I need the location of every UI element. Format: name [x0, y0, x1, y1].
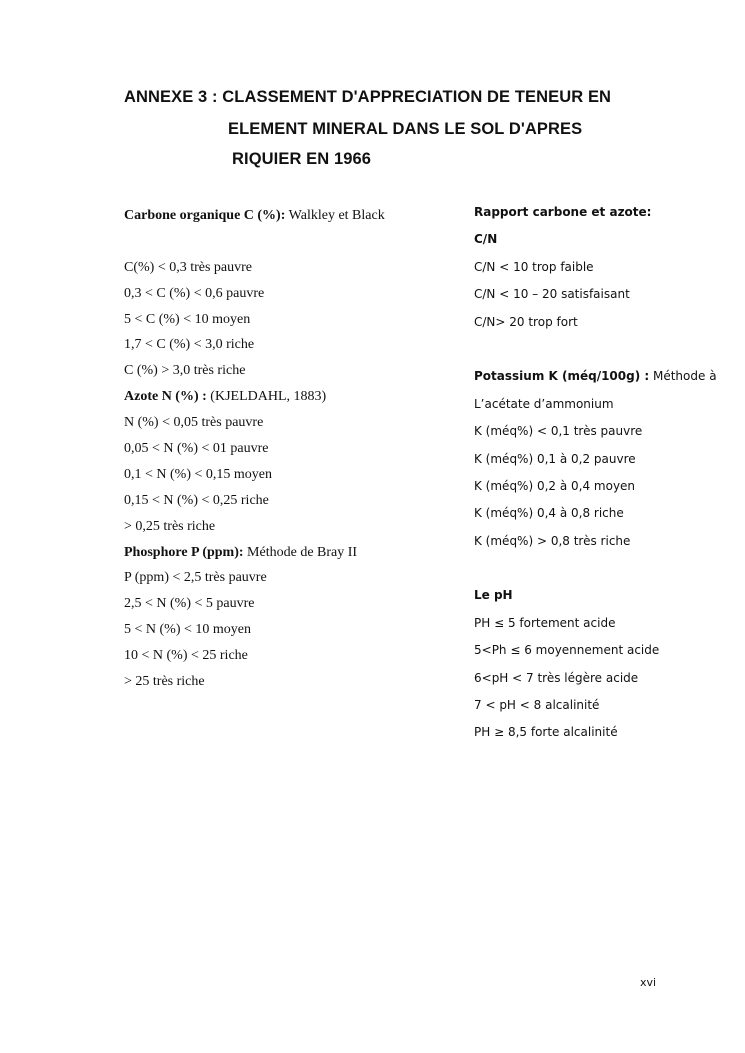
azote-item: 0,05 < N (%) < 01 pauvre [124, 441, 269, 457]
potassium-method: Méthode à [649, 369, 717, 384]
cn-item: C/N < 10 trop faible [474, 259, 594, 274]
ph-heading: Le pH [474, 588, 513, 603]
potassium-heading: Potassium K (méq/100g) : [474, 369, 650, 384]
phosphore-item: 5 < N (%) < 10 moyen [124, 622, 251, 638]
potassium-item: K (méq%) > 0,8 très riche [474, 533, 631, 548]
title-line-1: ANNEXE 3 : CLASSEMENT D'APPRECIATION DE TENEUR EN [124, 88, 612, 106]
carbone-item: C(%) < 0,3 très pauvre [124, 259, 253, 275]
phosphore-heading: Phosphore P (ppm): [124, 544, 244, 560]
azote-item: 0,1 < N (%) < 0,15 moyen [124, 466, 272, 482]
ph-item: 6<pH < 7 très légère acide [474, 670, 639, 685]
phosphore-item: 10 < N (%) < 25 riche [124, 648, 248, 664]
azote-heading: Azote N (%) : [124, 389, 207, 405]
carbone-item: 1,7 < C (%) < 3,0 riche [124, 337, 255, 353]
spacer [474, 336, 734, 363]
ph-item: PH ≤ 5 fortement acide [474, 615, 616, 630]
phosphore-heading-line [124, 540, 454, 566]
title-line-3: RIQUIER EN 1966 [232, 150, 372, 168]
cn-item: C/N < 10 – 20 satisfaisant [474, 287, 630, 302]
title-line-2: ELEMENT MINERAL DANS LE SOL D'APRES [228, 120, 583, 138]
phosphore-item: 2,5 < N (%) < 5 pauvre [124, 596, 255, 612]
azote-method: (KJELDAHL, 1883) [206, 389, 327, 405]
cn-subheading: C/N [474, 232, 498, 247]
potassium-method-cont: L’acétate d’ammonium [474, 396, 614, 411]
phosphore-item: P (ppm) < 2,5 très pauvre [124, 570, 267, 586]
ph-item: 7 < pH < 8 alcalinité [474, 698, 600, 713]
potassium-heading-line [474, 363, 734, 390]
carbone-item: 0,3 < C (%) < 0,6 pauvre [124, 285, 265, 301]
azote-item: > 0,25 très riche [124, 518, 216, 534]
ph-item: PH ≥ 8,5 forte alcalinité [474, 725, 618, 740]
carbone-item: C (%) > 3,0 très riche [124, 363, 246, 379]
spacer [124, 229, 454, 255]
right-column [474, 199, 734, 747]
potassium-item: K (méq%) 0,1 à 0,2 pauvre [474, 451, 636, 466]
azote-heading-line [124, 384, 454, 410]
carbone-heading: Carbone organique C (%): [124, 208, 286, 223]
left-column [124, 203, 454, 695]
potassium-item: K (méq%) 0,2 à 0,4 moyen [474, 478, 636, 493]
spacer [474, 555, 734, 582]
ph-item: 5<Ph ≤ 6 moyennement acide [474, 643, 660, 658]
azote-item: 0,15 < N (%) < 0,25 riche [124, 492, 269, 508]
carbone-item: 5 < C (%) < 10 moyen [124, 311, 251, 327]
carbone-heading-line [124, 203, 454, 229]
cn-heading: Rapport carbone et azote: [474, 205, 652, 219]
page-number: xvi [640, 976, 657, 989]
phosphore-item: > 25 très riche [124, 674, 205, 690]
cn-item: C/N> 20 trop fort [474, 314, 578, 329]
azote-item: N (%) < 0,05 très pauvre [124, 415, 264, 431]
potassium-item: K (méq%) 0,4 à 0,8 riche [474, 506, 624, 521]
potassium-item: K (méq%) < 0,1 très pauvre [474, 424, 643, 439]
carbone-method: Walkley et Black [285, 208, 385, 223]
phosphore-method: Méthode de Bray II [243, 544, 358, 560]
